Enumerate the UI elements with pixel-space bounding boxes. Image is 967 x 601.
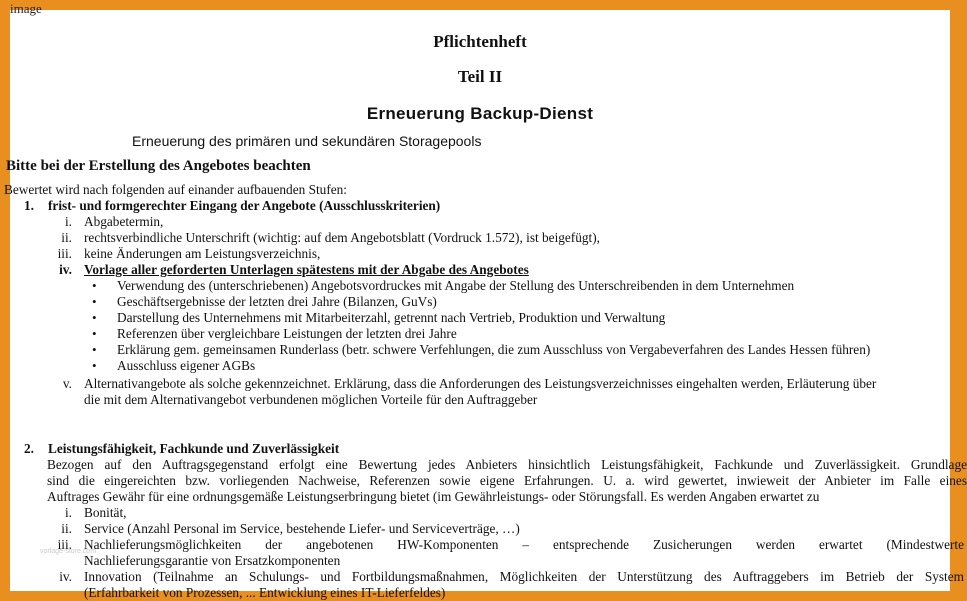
bullet-marker: • — [92, 342, 97, 357]
watermark: vorlage-store.com — [40, 548, 97, 555]
bullet-item: Verwendung des (unterschriebenen) Angebotsvordruckes mit Angabe der Stellung des Unterschreibenden in dem Unternehmen — [117, 278, 795, 293]
item-2-sub-iii-text-cont: Nachlieferungsgarantie von Ersatzkomponenten — [84, 553, 341, 568]
item-1-sub-ii-number: ii. — [61, 230, 72, 245]
intro-text: Bewertet wird nach folgenden auf einander aufbauenden Stufen: — [4, 182, 347, 197]
item-1-number: 1. — [24, 198, 34, 213]
item-1-sub-i-text: Abgabetermin, — [84, 214, 164, 229]
item-1-sub-iii-number: iii. — [57, 246, 72, 261]
document-page — [4, 1, 967, 600]
item-1-sub-iv-text: Vorlage aller geforderten Unterlagen spätestens mit der Abgabe des Angebotes — [84, 262, 529, 277]
bullet-item: Darstellung des Unternehmens mit Mitarbeiterzahl, getrennt nach Vertrieb, Produktion und Verwaltung — [117, 310, 666, 325]
document-part: Teil II — [457, 67, 503, 86]
item-1-sub-iii-text: keine Änderungen am Leistungsverzeichnis, — [84, 246, 321, 261]
item-2-sub-ii-number: ii. — [61, 521, 72, 536]
item-2-sub-i-number: i. — [64, 505, 72, 520]
item-2-number: 2. — [24, 441, 34, 456]
bullet-marker: • — [92, 278, 97, 293]
bullet-marker: • — [92, 310, 97, 325]
item-1-sub-iv-number: iv. — [59, 262, 72, 277]
item-1-title: frist- und formgerechter Eingang der Angebote (Ausschlusskriterien) — [48, 198, 441, 213]
item-2-sub-ii-text: Service (Anzahl Personal im Service, bestehende Liefer- und Serviceverträge, …) — [84, 521, 520, 536]
bullet-item: Erklärung gem. gemeinsamen Runderlass (betr. schwere Verfehlungen, die zum Ausschluss von Vergabeverfahren des Landes Hessen führen) — [117, 342, 871, 357]
item-2-sub-i-text: Bonität, — [84, 505, 127, 520]
document-title: Pflichtenheft — [433, 32, 527, 51]
item-2-paragraph-line: sind die eingereichten bzw. vorliegenden Nachweise, Referenzen sowie eigene Erfahrungen. U. a. wird gewertet, inwieweit der Anbieter im Falle eines — [47, 473, 967, 488]
bullet-marker: • — [92, 294, 97, 309]
item-1-sub-ii-text: rechtsverbindliche Unterschrift (wichtig: auf dem Angebotsblatt (Vordruck 1.572), ist beigefügt), — [84, 230, 600, 245]
item-2-sub-iii-text: Nachlieferungsmöglichkeiten der angebotenen HW-Komponenten – entsprechende Zusicherungen werden erwartet (Mindestwerte — [84, 537, 964, 552]
item-1-sub-v-line-2: die mit dem Alternativangebot verbundenen möglichen Vorteile für den Auftraggeber — [84, 392, 538, 407]
bullet-marker: • — [92, 326, 97, 341]
item-2-sub-iv-text-cont: (Erfahrbarkeit von Prozessen, ... Entwicklung eines IT-Lieferfeldes) — [84, 585, 446, 600]
document-subheading: Erneuerung des primären und sekundären Storagepools — [132, 133, 482, 149]
item-2-sub-iii-number: iii. — [57, 537, 72, 552]
document-heading: Erneuerung Backup-Dienst — [366, 104, 594, 123]
section-title: Bitte bei der Erstellung des Angebotes beachten — [6, 158, 311, 174]
bullet-item: Geschäftsergebnisse der letzten drei Jahre (Bilanzen, GuVs) — [117, 294, 437, 309]
item-1-sub-i-number: i. — [64, 214, 72, 229]
item-1-sub-v-number: v. — [62, 376, 72, 391]
corner-label: image — [10, 1, 42, 16]
item-2-sub-iv-number: iv. — [59, 569, 72, 584]
bullet-item: Referenzen über vergleichbare Leistungen der letzten drei Jahre — [117, 326, 457, 341]
item-2-paragraph-line: Auftrages Gewähr für eine ordnungsgemäße Leistungserbringung bietet (im Gewährleistungs- oder Störungsfall. Es werden Angaben erwartet zu — [47, 489, 820, 504]
item-2-paragraph-line: Bezogen auf den Auftragsgegenstand erfolgt eine Bewertung jedes Anbieters hinsichtlich Leistungsfähigkeit, Fachkunde und Zuverlässigkeit. Grundlage — [47, 457, 967, 472]
bullet-item: Ausschluss eigener AGBs — [117, 358, 256, 373]
item-1-sub-v-line-1: Alternativangebote als solche gekennzeichnet. Erklärung, dass die Anforderungen des Leistungsverzeichnisses eingehalten werden, Erläuterung über — [84, 376, 877, 391]
item-2-title: Leistungsfähigkeit, Fachkunde und Zuverlässigkeit — [48, 441, 340, 456]
item-2-sub-iv-text: Innovation (Teilnahme an Schulungs- und Fortbildungsmaßnahmen, Möglichkeiten der Unterstützung des Auftraggebers im Betrieb der System — [84, 569, 964, 584]
bullet-marker: • — [92, 358, 97, 373]
